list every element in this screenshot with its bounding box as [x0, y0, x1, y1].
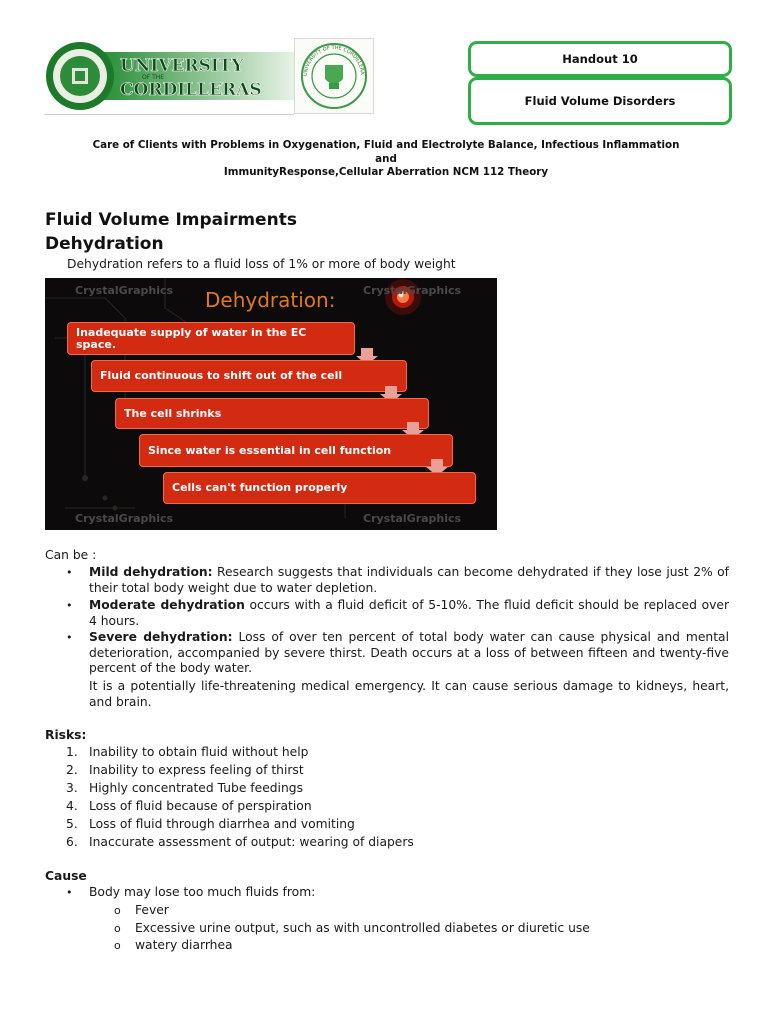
slide-step: Cells can't function properly [163, 472, 476, 504]
cause-sub-item: watery diarrhea [135, 938, 233, 952]
bullet-icon: • [66, 886, 73, 899]
list-item [89, 598, 729, 629]
risk-item: Inaccurate assessment of output: wearing of diapers [89, 835, 414, 849]
handout-topic-box [468, 77, 732, 125]
risk-number: 6. [66, 835, 78, 849]
types-label: Can be : [45, 548, 97, 562]
risk-number: 4. [66, 799, 78, 813]
sub-bullet-icon: o [114, 904, 121, 917]
university-seal [294, 38, 374, 114]
risk-number: 3. [66, 781, 78, 795]
watermark-top-left: CrystalGraphics [75, 284, 174, 297]
watermark-top-right: CrystalGraphics [363, 284, 462, 297]
risk-item: Highly concentrated Tube feedings [89, 781, 303, 795]
risk-number: 5. [66, 817, 78, 831]
list-item [89, 565, 729, 596]
subsection-heading: Dehydration [45, 234, 164, 254]
sub-bullet-icon: o [114, 922, 121, 935]
logo-of-the: OF THE [142, 74, 165, 81]
cause-sub-item: Excessive urine output, such as with uncontrolled diabetes or diuretic use [135, 921, 590, 935]
intro-text: Dehydration refers to a fluid loss of 1% or more of body weight [67, 257, 456, 271]
slide-step: Inadequate supply of water in the EC space. [67, 322, 355, 355]
watermark-bottom-left: CrystalGraphics [75, 512, 174, 525]
logo-line2: CORDILLERAS [120, 80, 262, 100]
risk-item: Loss of fluid through diarrhea and vomiting [89, 817, 355, 831]
slide-step: Fluid continuous to shift out of the cell [91, 360, 407, 392]
dehydration-slide [45, 278, 497, 530]
university-logo [44, 38, 294, 115]
sub-bullet-icon: o [114, 939, 121, 952]
list-item-term: Severe dehydration: [89, 630, 233, 644]
cause-sub-item: Fever [135, 903, 169, 917]
list-item-term: Mild dehydration: [89, 565, 213, 579]
watermark-bottom-right: CrystalGraphics [363, 512, 462, 525]
risks-label: Risks: [45, 728, 87, 742]
risk-number: 2. [66, 763, 78, 777]
bullet-icon: • [66, 631, 73, 644]
slide-title: Dehydration: [205, 288, 336, 312]
risk-item: Inability to obtain fluid without help [89, 745, 309, 759]
list-item [89, 630, 729, 677]
list-item-text: occurs with a fluid deficit of 5-10%. The fluid deficit should be replaced over 4 hours. [89, 598, 730, 628]
slide-step: Since water is essential in cell function [139, 434, 453, 467]
list-item-note: It is a potentially life-threatening medical emergency. It can cause serious damage to kidneys, heart, and brain. [89, 679, 729, 709]
seal-text: UNIVERSITY OF THE CORDILLERA [302, 44, 365, 77]
slide-step: The cell shrinks [115, 398, 429, 429]
risk-number: 1. [66, 745, 78, 759]
risk-item: Inability to express feeling of thirst [89, 763, 304, 777]
bullet-icon: • [66, 599, 73, 612]
risk-item: Loss of fluid because of perspiration [89, 799, 312, 813]
list-item-text: Research suggests that individuals can become dehydrated if they lose just 2% of their total body weight due to water depletion. [89, 565, 729, 595]
cause-label: Cause [45, 869, 87, 883]
section-heading: Fluid Volume Impairments [45, 210, 297, 230]
logo-line1: UNIVERSITY [120, 56, 244, 76]
subtitle-line-1: Care of Clients with Problems in Oxygenation, Fluid and Electrolyte Balance, Infectious Inflammation and [92, 139, 680, 165]
list-item-text: Loss of over ten percent of total body water can cause physical and mental deterioration, accompanied by severe thirst. Death occurs at a loss of between fifteen and twenty-five percent of the body water. [89, 630, 729, 675]
handout-topic: Fluid Volume Disorders [524, 94, 676, 108]
bullet-icon: • [66, 566, 73, 579]
subtitle-line-2: ImmunityResponse,Cellular Aberration NCM 112 Theory [223, 166, 549, 178]
cause-item: Body may lose too much fluids from: [89, 885, 316, 899]
course-subtitle [84, 139, 688, 180]
handout-number-box [468, 41, 732, 77]
list-item-term: Moderate dehydration [89, 598, 245, 612]
handout-number: Handout 10 [562, 52, 638, 66]
